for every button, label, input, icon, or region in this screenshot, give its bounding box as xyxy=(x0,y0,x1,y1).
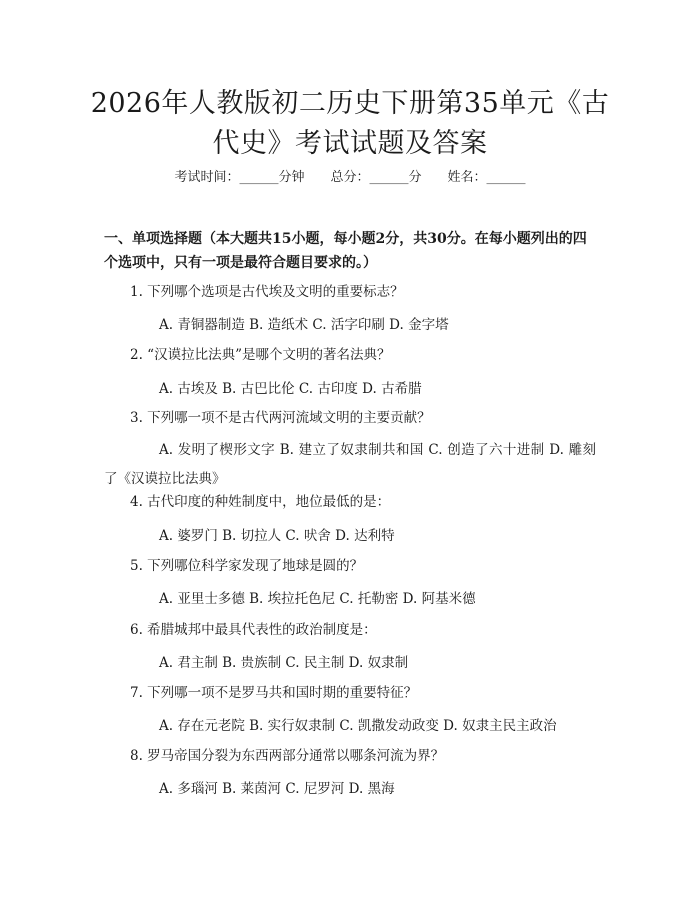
question-stem: 6. 希腊城邦中最具代表性的政治制度是： xyxy=(130,622,377,638)
total-score-field: 总分：______分 xyxy=(330,170,422,185)
question-options: A. 发明了楔形文字 B. 建立了奴隶制共和国 C. 创造了六十进制 D. 雕刻了《汉谟拉比法典》 xyxy=(104,442,596,487)
question-stem: 3. 下列哪一项不是古代两河流域文明的主要贡献？ xyxy=(130,410,431,426)
question-stem: 2. “汉谟拉比法典”是哪个文明的著名法典？ xyxy=(130,347,391,363)
student-name-field: 姓名：______ xyxy=(447,170,526,185)
question-stem: 7. 下列哪一项不是罗马共和国时期的重要特征？ xyxy=(130,685,418,701)
question-options: A. 多瑙河 B. 莱茵河 C. 尼罗河 D. 黑海 xyxy=(159,781,395,797)
question-options: A. 古埃及 B. 古巴比伦 C. 古印度 D. 古希腊 xyxy=(159,381,422,397)
question-stem: 5. 下列哪位科学家发现了地球是圆的？ xyxy=(130,558,364,574)
question-stem: 8. 罗马帝国分裂为东西两部分通常以哪条河流为界？ xyxy=(130,748,445,764)
document-title: 2026年人教版初二历史下册第35单元《古代史》考试试题及答案 xyxy=(90,88,610,159)
exam-meta-line xyxy=(0,168,700,188)
exam-time-field: 考试时间：______分钟 xyxy=(174,170,305,185)
question-options: A. 存在元老院 B. 实行奴隶制 C. 凯撒发动政变 D. 奴隶主民主政治 xyxy=(159,718,557,734)
question-stem: 4. 古代印度的种姓制度中，地位最低的是： xyxy=(130,494,391,510)
question-stem: 1. 下列哪个选项是古代埃及文明的重要标志？ xyxy=(130,284,404,300)
question-options: A. 君主制 B. 贵族制 C. 民主制 D. 奴隶制 xyxy=(159,655,409,671)
section-heading: 一、单项选择题（本大题共15小题，每小题2分，共30分。在每小题列出的四个选项中，只有一项是最符合题目要求的。） xyxy=(104,231,587,271)
question-options: A. 亚里士多德 B. 埃拉托色尼 C. 托勒密 D. 阿基米德 xyxy=(159,591,476,607)
question-options: A. 婆罗门 B. 切拉人 C. 吠舍 D. 达利特 xyxy=(159,528,395,544)
question-options: A. 青铜器制造 B. 造纸术 C. 活字印刷 D. 金字塔 xyxy=(159,317,449,333)
